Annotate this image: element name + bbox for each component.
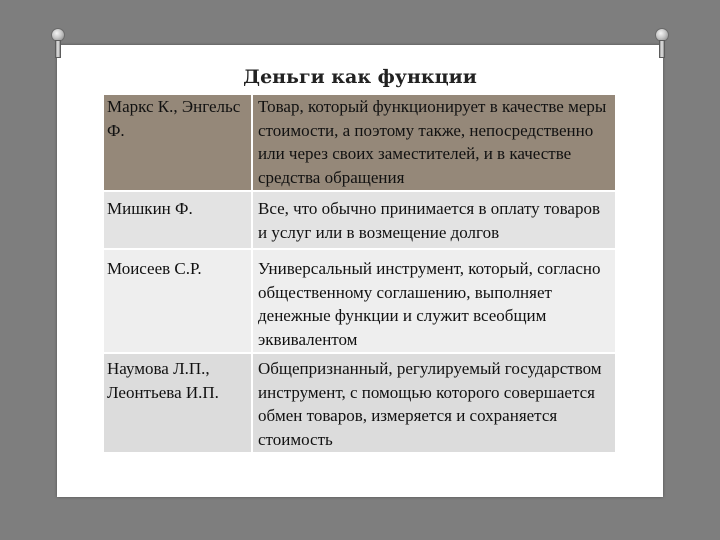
definitions-table: [104, 95, 615, 452]
definition-cell: Универсальный инструмент, который, согласно общественному соглашению, выполняет денежные функции и служит всеобщим эквивалентом: [252, 249, 615, 353]
author-cell: Мишкин Ф.: [104, 191, 252, 249]
author-cell: Маркс К., Энгельс Ф.: [104, 95, 252, 191]
author-cell: Моисеев С.Р.: [104, 249, 252, 353]
slide-title: Деньги как функции: [243, 66, 477, 88]
definition-cell: Товар, который функционирует в качестве меры стоимости, а поэтому также, непосредственно или через своих заместителей, и в качестве средства обращения: [252, 95, 615, 191]
table-row: [104, 353, 615, 452]
author-cell: Наумова Л.П., Леонтьева И.П.: [104, 353, 252, 452]
definition-cell: Все, что обычно принимается в оплату товаров и услуг или в возмещение долгов: [252, 191, 615, 249]
definition-cell: Общепризнанный, регулируемый государством инструмент, с помощью которого совершается обмен товаров, измеряется и сохраняется стоимость: [252, 353, 615, 452]
pushpin-right-icon: [655, 28, 669, 58]
table-row: [104, 249, 615, 353]
pushpin-left-icon: [51, 28, 65, 58]
table-row: [104, 191, 615, 249]
table-row: [104, 95, 615, 191]
